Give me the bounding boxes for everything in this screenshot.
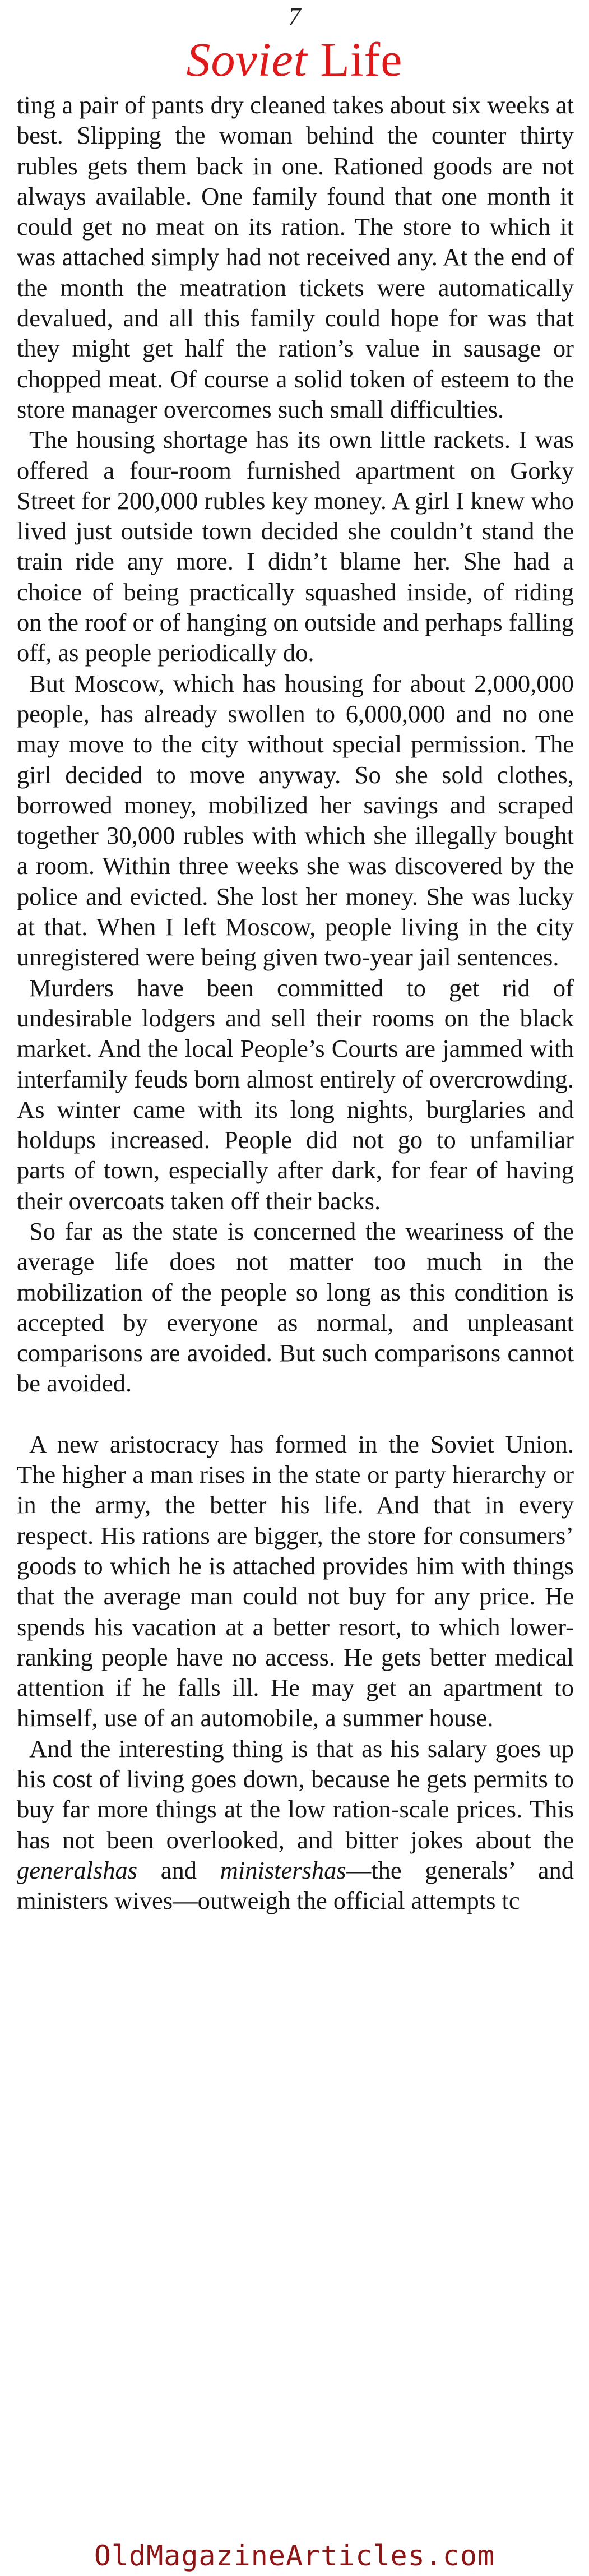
generalshas-term: generalshas: [17, 1856, 138, 1884]
paragraph-murders: Murders have been committed to get rid of undesirable lodgers and sell their rooms on the black market. And the local People’s Courts are jammed with interfamily feuds born almost entirely of overcrowding. As winter came with its long nights, burglaries and holdups increased. People did not go to unfamiliar parts of town, especially after dark, for fear of having their overcoats taken off their backs.: [17, 973, 574, 1215]
article-body: [17, 90, 574, 1916]
paragraph-state-concern: So far as the state is concerned the weariness of the average life does not matter too much in the mobilization of the people so long as this condition is accepted by everyone as normal, and unpleasant comparisons are avoided. But such comparisons cannot be avoided.: [17, 1217, 574, 1398]
paragraph-moscow-housing: But Moscow, which has housing for about 2,000,000 people, has already swollen to 6,000,000 and no one may move to the city without special permission. The girl decided to move anyway. So she sold clothes, borrowed money, mobilized her savings and scraped together 30,000 rubles with which she illegally bought a room. Within three weeks she was discovered by the police and evicted. She lost her money. She was lucky at that. When I left Moscow, people living in the city unregistered were being given two-year jail sentences.: [17, 669, 574, 972]
ministershas-term: ministershas: [220, 1856, 346, 1884]
paragraph-housing-shortage: The housing shortage has its own little rackets. I was offered a four-room furnished apartment on Gorky Street for 200,000 rubles key money. A girl I knew who lived just outside town decided she couldn’t stand the train ride any more. I didn’t blame her. She had a choice of being practically squashed inside, of riding on the roof or of hanging on outside and perhaps falling off, as people periodically do.: [17, 426, 574, 667]
paragraph-cost-of-living-part-1: And the interesting thing is that as his salary goes up his cost of living goes down, because he gets permits to buy far more things at the low ration-scale prices. This has not been overlooked, and bitter jokes about the: [17, 1734, 574, 1854]
paragraph-cost-of-living-part-3: —the generals’ and ministers wives—outweigh the official attempts tc: [17, 1856, 574, 1915]
masthead-soviet: Soviet: [186, 33, 308, 86]
footer-site-link[interactable]: OldMagazineArticles.com: [94, 2540, 495, 2572]
paragraph-cost-of-living-part-2: and: [137, 1856, 220, 1884]
page-number: 7: [288, 3, 301, 30]
paragraph-new-aristocracy: A new aristocracy has formed in the Soviet Union. The higher a man rises in the state or party hierarchy or in the army, the better his life. And that in every respect. His rations are bigger, the store for consumers’ goods to which he is attached provides him with things that the average man could not buy for any price. He spends his vacation at a better resort, to which lower-ranking people have no access. He gets better medical attention if he falls ill. He may get an apartment to himself, use of an automobile, a summer house.: [17, 1430, 574, 1732]
masthead-title: [0, 33, 589, 86]
paragraph-dry-cleaning: ting a pair of pants dry cleaned takes about six weeks at best. Slipping the woman behind the counter thirty rubles gets them back in one. Rationed goods are not always available. One family found that one month it could get no meat on its ration. The store to which it was attached simply had not received any. At the end of the month the meatration tickets were automatically devalued, and all this family could hope for was that they might get half the ration’s value in sausage or chopped meat. Of course a solid token of esteem to the store manager overcomes such small difficulties.: [17, 91, 574, 423]
paragraph-cost-of-living: [17, 1733, 574, 1916]
masthead-life: Life: [320, 33, 403, 86]
